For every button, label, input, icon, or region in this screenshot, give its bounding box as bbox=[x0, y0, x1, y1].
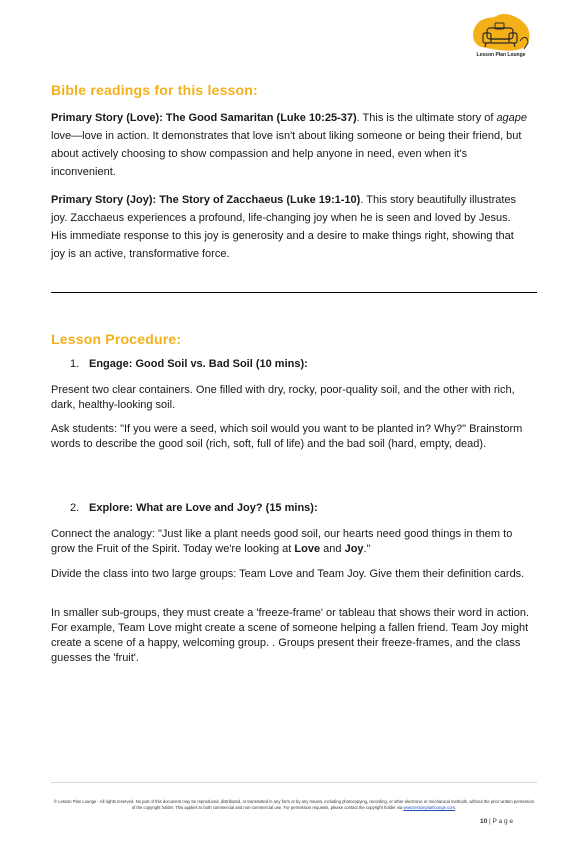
website-link[interactable]: www.lessonplanlounge.com bbox=[403, 804, 456, 810]
step-1-title: Engage: Good Soil vs. Bad Soil (10 mins): bbox=[89, 358, 308, 370]
joy-story-label: Primary Story (Joy): The Story of Zacchaeus (Luke 19:1-10) bbox=[51, 194, 361, 206]
love-story-italic: agape bbox=[496, 112, 528, 124]
page-number-value: 10 bbox=[480, 818, 488, 825]
copyright-notice bbox=[53, 799, 535, 810]
step-1-paragraph-1: Present two clear containers. One filled with dry, rocky, poor-quality soil, and the other with rich, dark, healthy-looking soil. bbox=[51, 384, 515, 411]
love-story-paragraph bbox=[51, 109, 529, 181]
copyright-end: . bbox=[455, 804, 457, 810]
bible-readings-heading: Bible readings for this lesson: bbox=[51, 82, 258, 98]
step-2-paragraph-1 bbox=[51, 527, 533, 557]
copyright-text: © Lesson Plan Lounge - All rights reserved. No part of this document may be reproduced, distributed, or transmitted in any form or by any means, including photocopying, recording, or other electronic or mechanical methods, without the prior written permission of the copyright holder. This applies to both commercial and non-commercial use. For permission requests, please contact the copyright holder via bbox=[53, 799, 535, 810]
step-2-love: Love bbox=[294, 543, 321, 555]
step-1-number: 1. bbox=[70, 358, 80, 370]
lesson-procedure-heading: Lesson Procedure: bbox=[51, 331, 182, 347]
step-2-title: Explore: What are Love and Joy? (15 mins): bbox=[89, 502, 318, 514]
step-2-text-1b: ." bbox=[363, 543, 371, 555]
page-separator: | bbox=[487, 818, 493, 825]
step-1-paragraph-2: Ask students: "If you were a seed, which soil would you want to be planted in? Why?" Brainstorm words to describe the good soil (rich, soft, full of life) and the bad soil (hard, empty, dead). bbox=[51, 423, 523, 450]
step-2-number: 2. bbox=[70, 502, 80, 514]
logo-text: Lesson Plan Lounge bbox=[476, 52, 526, 58]
love-story-label: Primary Story (Love): The Good Samaritan (Luke 10:25-37) bbox=[51, 112, 357, 124]
step-2-and: and bbox=[320, 543, 345, 555]
step-1-heading bbox=[70, 358, 308, 370]
page-number bbox=[480, 818, 513, 825]
page-label: P a g e bbox=[492, 818, 514, 825]
step-2-joy: Joy bbox=[344, 543, 364, 555]
step-2-paragraph-3: In smaller sub-groups, they must create a 'freeze-frame' or tableau that shows their word in action. For example, Team Love might create a scene of someone helping a fallen friend. Team Joy might create a scene of a happy, welcoming group. . Groups present their freeze-frames, and the class guesses the 'fruit'. bbox=[51, 607, 530, 664]
section-divider bbox=[51, 292, 537, 293]
love-story-text-2: love—love in action. It demonstrates that love isn't about liking someone or being their friend, but about actively choosing to show compassion and help anyone in need, even when it's inconvenient. bbox=[51, 130, 522, 178]
footer-divider bbox=[51, 782, 537, 783]
step-2-text-1a: Connect the analogy: "Just like a plant needs good soil, our hearts need good things in them to grow the Fruit of the Spirit. Today we're looking at bbox=[51, 528, 513, 555]
joy-story-text: . This story beautifully illustrates joy. Zacchaeus experiences a profound, life-changing joy when he is seen and loved by Jesus. His immediate response to this joy is generosity and a desire to make things right, showing that joy is an active, transformative force. bbox=[51, 194, 517, 260]
step-2-paragraph-2: Divide the class into two large groups: Team Love and Team Joy. Give them their definition cards. bbox=[51, 568, 525, 580]
love-story-text-1: . This is the ultimate story of bbox=[356, 112, 497, 124]
step-2-heading bbox=[70, 502, 318, 514]
joy-story-paragraph bbox=[51, 191, 529, 263]
